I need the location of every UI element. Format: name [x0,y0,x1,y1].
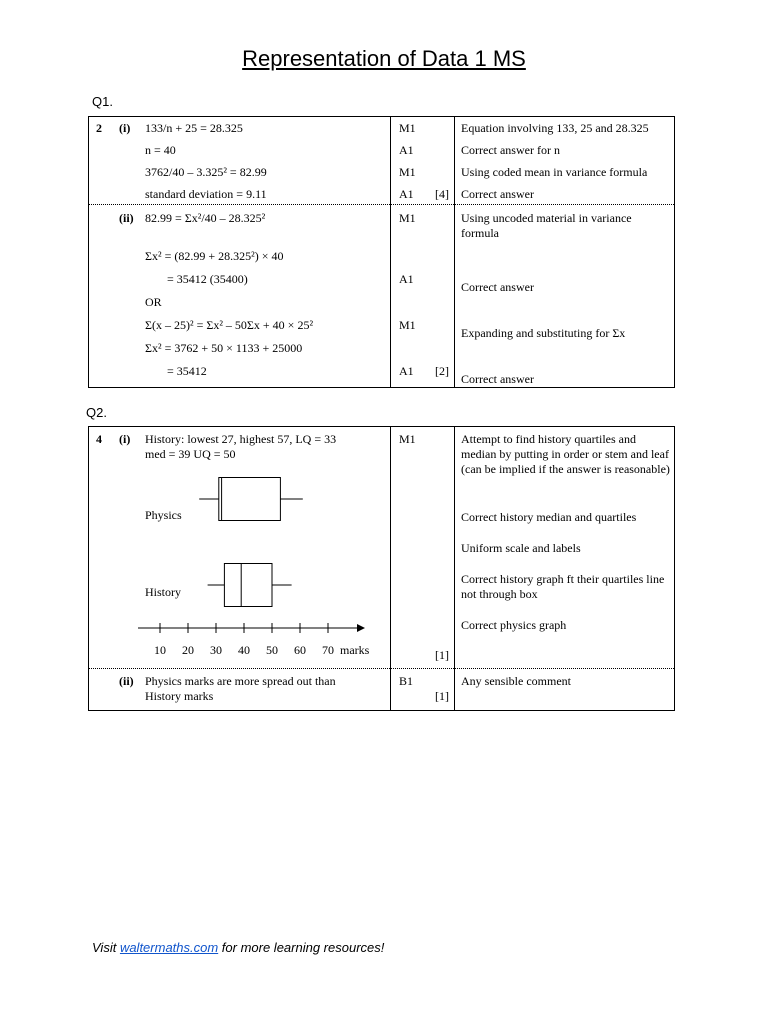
comment: Using coded mean in variance formula [461,165,648,179]
marks-axis [138,623,370,657]
q1-i-line-2: n = 40 [145,143,176,157]
comment: Equation involving 133, 25 and 28.325 [461,121,649,135]
q1-mark-scheme-table [88,116,675,388]
q1-question-number: 2 [96,121,102,135]
q1-i-line-3: 3762/40 – 3.325² = 82.99 [145,165,267,179]
footer-link[interactable]: waltermaths.com [119,940,219,955]
tick-label: 20 [182,643,194,657]
comment: Correct answer [461,372,534,386]
q2-i-line-2: med = 39 UQ = 50 [145,447,236,461]
q1-ii-line-5: Σ(x – 25)² = Σx² – 50Σx + 40 × 25² [145,318,314,332]
mark: M1 [399,165,416,179]
tick-label: 50 [266,643,278,657]
mark: M1 [399,211,416,225]
footer-suffix: for more learning resources! [218,940,385,955]
q1-part-i-marks [391,117,455,205]
comment: Correct history graph ft their quartiles line not through box [461,572,665,601]
comment: Attempt to find history quartiles and median by putting in order or stem and leaf (can be implied if the answer is reasonable) [461,432,670,476]
history-box-plot [208,564,292,607]
q2-part-ii-comments [455,669,675,711]
q2-question-number: 4 [96,432,102,446]
mark-total: [4] [435,187,449,201]
mark: A1 [399,272,414,286]
q2-part-i-marks [391,427,455,669]
footer [92,940,384,955]
q2-part-i-label: (i) [119,432,131,446]
mark: A1 [399,364,414,378]
mark: M1 [399,432,416,446]
q2-i-line-1: History: lowest 27, highest 57, LQ = 33 [145,432,337,446]
comment: Correct answer [461,187,534,201]
mark-total: [2] [435,364,449,378]
tick-label: 70 [322,643,334,657]
comment: Using uncoded material in variance formula [461,211,632,240]
q1-ii-line-2: Σx² = (82.99 + 28.325²) × 40 [145,249,284,263]
q1-ii-line-4: OR [145,295,162,309]
q1-part-i-comments [455,117,675,205]
q1-ii-line-6: Σx² = 3762 + 50 × 1133 + 25000 [145,341,303,355]
q1-i-line-4: standard deviation = 9.11 [145,187,267,201]
q1-ii-line-7: = 35412 [167,364,207,378]
q2-part-ii-working [89,669,391,711]
history-box [224,564,272,607]
q2-part-i-comments [455,427,675,669]
q2-mark-scheme-table [88,426,675,711]
comment: Correct answer [461,280,534,294]
q1-part-ii-marks [391,205,455,388]
q1-part-i-working [89,117,391,205]
q1-ii-line-1: 82.99 = Σx²/40 – 28.325² [145,211,266,225]
mark: A1 [399,187,414,201]
q2-part-ii-label: (ii) [119,674,134,688]
q2-label: Q2. [86,405,107,420]
q2-ii-line-1: Physics marks are more spread out than [145,674,336,688]
q2-ii-line-2: History marks [145,689,214,703]
q1-part-ii-label: (ii) [119,211,134,225]
footer-prefix: Visit [92,940,120,955]
mark: B1 [399,674,414,688]
tick-label: 40 [238,643,250,657]
mark: M1 [399,318,416,332]
q2-part-ii-marks [391,669,455,711]
q1-ii-line-3: = 35412 (35400) [167,272,248,286]
comment: Any sensible comment [461,674,571,688]
comment: Expanding and substituting for Σx [461,326,626,340]
physics-box [219,478,281,521]
mark: A1 [399,143,414,157]
q2-part-i-working [89,427,391,669]
physics-label: Physics [145,508,182,522]
physics-box-plot [199,478,303,521]
axis-unit-label: marks [340,643,370,657]
box-plot-chart [89,469,389,665]
tick-label: 10 [154,643,166,657]
tick-label: 60 [294,643,306,657]
mark-total: [1] [435,648,449,662]
comment: Correct answer for n [461,143,560,157]
mark: M1 [399,121,416,135]
axis-arrow [357,624,365,632]
q1-i-line-1: 133/n + 25 = 28.325 [145,121,243,135]
q1-part-ii-comments [455,205,675,388]
mark-total: [1] [435,689,449,703]
history-label: History [145,585,181,599]
tick-label: 30 [210,643,222,657]
q1-part-i-label: (i) [119,121,131,135]
page-title: Representation of Data 1 MS [242,46,526,71]
q1-part-ii-working [89,205,391,388]
comment: Correct physics graph [461,618,567,632]
comment: Correct history median and quartiles [461,510,637,524]
comment: Uniform scale and labels [461,541,581,555]
q1-label: Q1. [92,94,113,109]
